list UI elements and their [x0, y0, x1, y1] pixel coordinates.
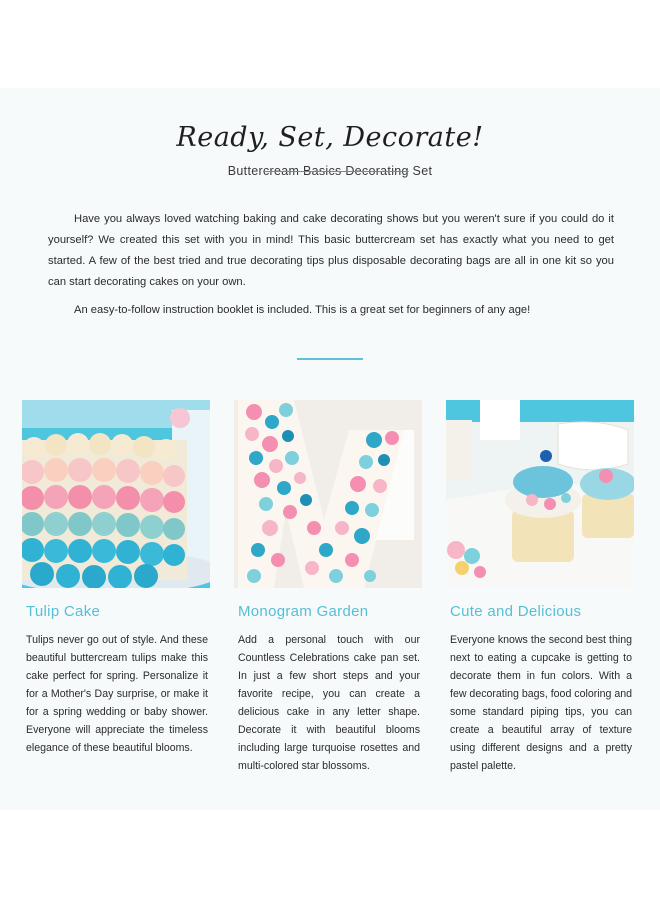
card-body: Everyone knows the second best thing next to eating a cupcake is getting to decorate them in fun colors. With a few decorating bags, food coloring and some standard piping tips, you can create a beautiful array of texture using different designs and a pretty pastel palette. [450, 634, 632, 772]
card-body: Tulips never go out of style. And these beautiful buttercream tulips make this cake perfect for spring. Personalize it for a Mother's Day surprise, or make it for a spring wedding or baby shower. Everyone will appreciate the timeless elegance of these beautiful blooms. [26, 634, 208, 754]
subtitle-part-1: Butter [227, 164, 263, 178]
subtitle-part-2: cream Basics Decorating [262, 164, 409, 178]
page-title: Ready, Set, Decorate! [176, 122, 484, 153]
cupcakes-photo [446, 400, 634, 588]
subtitle-part-3: Set [408, 164, 433, 178]
page-subtitle [0, 164, 660, 178]
card-title: Cute and Delicious [450, 603, 582, 620]
card-body: Add a personal touch with our Countless Celebrations cake pan set. In just a few short steps and your favorite recipe, you can create a delicious cake in any letter shape. Decorate it with beautiful blooms including large turquoise rosettes and multi-colored star blossoms. [238, 634, 420, 772]
section-divider [297, 358, 363, 360]
tulip-cake-photo [22, 400, 210, 588]
card-title: Monogram Garden [238, 603, 369, 620]
intro-paragraph-2: An easy-to-follow instruction booklet is included. This is a great set for beginners of any age! [74, 304, 531, 316]
intro-paragraph-1: Have you always loved watching baking and cake decorating shows but you weren't sure if you could do it yourself? We created this set with you in mind! This basic buttercream set has exactly what you need to get started. A few of the best tried and true decorating tips plus disposable decorating bags are all in one kit so you can start decorating cakes on your own. [48, 213, 614, 288]
card-cute-and-delicious [446, 400, 634, 772]
card-tulip-cake [22, 400, 210, 754]
card-title: Tulip Cake [26, 603, 101, 620]
monogram-cake-photo [234, 400, 422, 588]
card-monogram-garden [234, 400, 422, 772]
